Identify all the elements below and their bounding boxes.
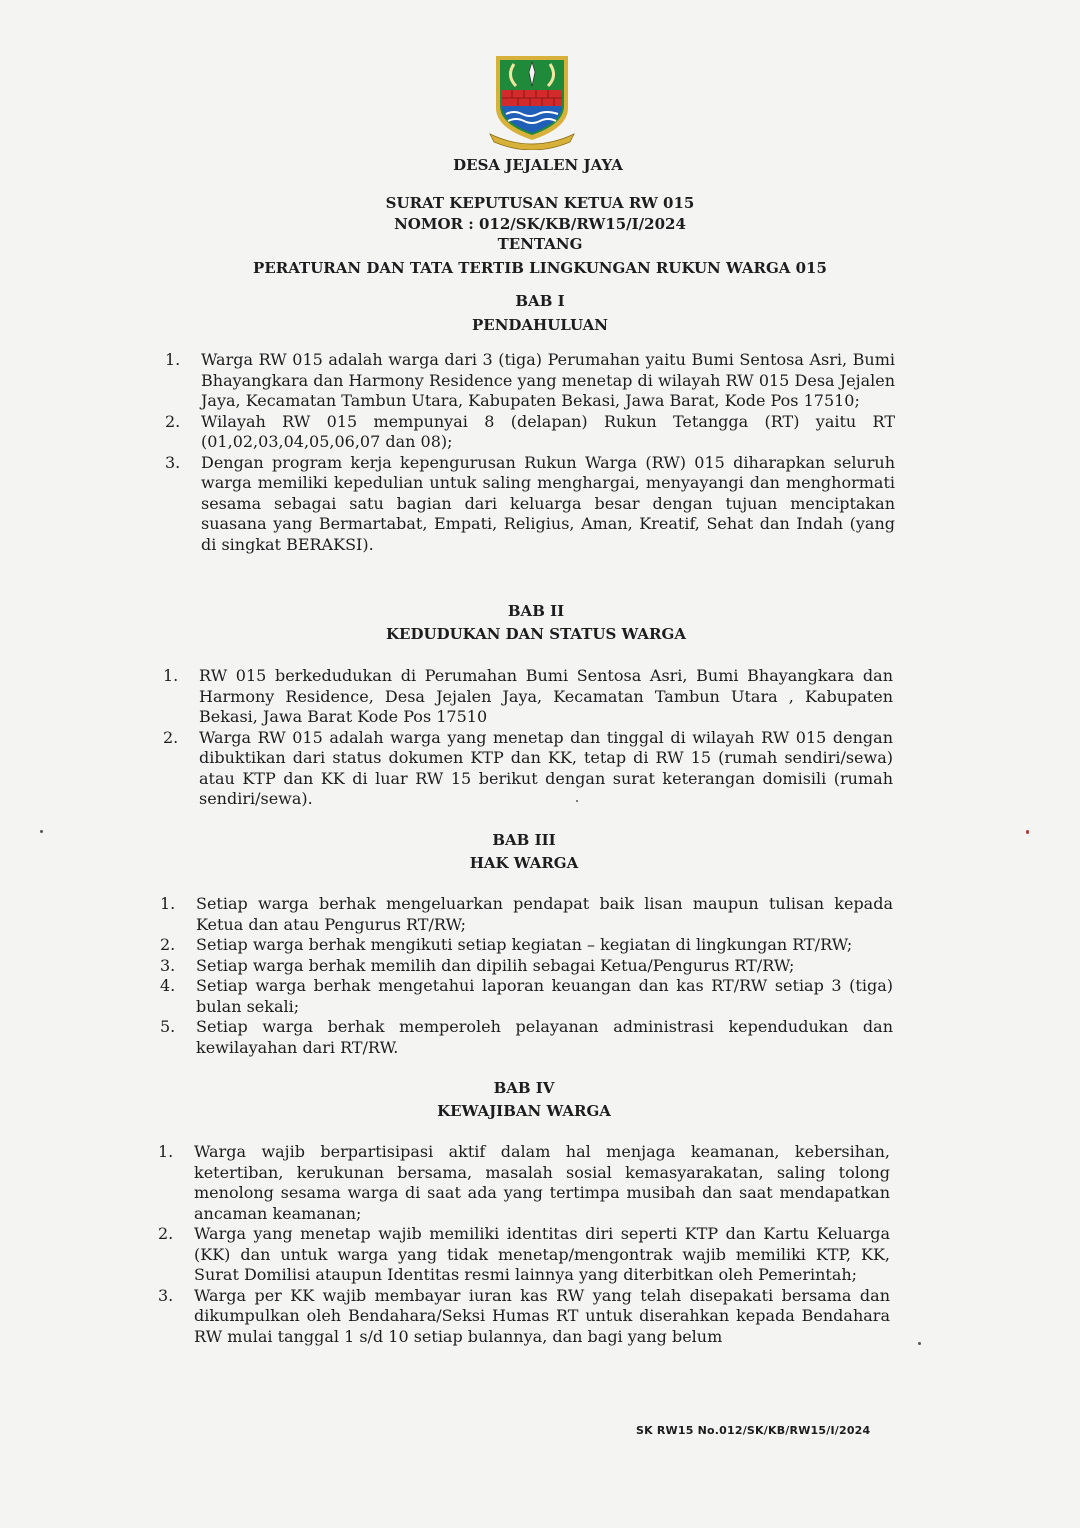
list-item xyxy=(165,452,895,556)
chapter-heading-2 xyxy=(0,601,1076,645)
chapter-title: PENDAHULUAN xyxy=(471,316,609,334)
list-item xyxy=(163,727,893,810)
list-item xyxy=(160,955,893,977)
chapter-title: KEWAJIBAN WARGA xyxy=(437,1102,611,1120)
chapter-heading-3 xyxy=(0,830,1064,874)
item-number: 1. xyxy=(165,350,181,369)
list-item xyxy=(158,1224,890,1286)
scan-speck xyxy=(1026,830,1029,834)
chapter-3-list xyxy=(160,894,893,1058)
chapter-label: BAB I xyxy=(515,292,565,310)
chapter-title: KEDUDUKAN DAN STATUS WARGA xyxy=(386,625,686,643)
item-text: Warga yang menetap wajib memiliki identitas diri seperti KTP dan Kartu Keluarga (KK) dan untuk warga yang tidak menetap/mengontrak wajib memiliki KTP, KK, Surat Domilisi ataupun Identitas resmi lainnya yang diterbitkan oleh Pemerintah; xyxy=(194,1224,890,1284)
item-number: 1. xyxy=(158,1142,174,1161)
item-text: RW 015 berkedudukan di Perumahan Bumi Sentosa Asri, Bumi Bhayangkara dan Harmony Residence, Desa Jejalen Jaya, Kecamatan Tambun Utara , Kabupaten Bekasi, Jawa Barat Kode Pos 17510 xyxy=(199,666,893,726)
chapter-2-list xyxy=(163,666,893,810)
item-text: Warga wajib berpartisipasi aktif dalam hal menjaga keamanan, kebersihan, ketertiban, kerukunan bersama, masalah sosial kemasyarakatan, saling tolong menolong sesama warga di saat ada yang tertimpa musibah dan saat mendapatkan ancaman keamanan; xyxy=(194,1142,890,1223)
decree-number: NOMOR : 012/SK/KB/RW15/I/2024 xyxy=(394,215,686,233)
village-name: DESA JEJALEN JAYA xyxy=(453,156,623,174)
item-number: 3. xyxy=(158,1285,174,1305)
item-text: Setiap warga berhak mengikuti setiap kegiatan – kegiatan di lingkungan RT/RW; xyxy=(196,935,853,954)
scan-speck xyxy=(918,1342,921,1345)
list-item xyxy=(160,976,893,1017)
item-text: Setiap warga berhak mengetahui laporan keuangan dan kas RT/RW setiap 3 (tiga) bulan sekali; xyxy=(196,976,893,1016)
item-number: 2. xyxy=(158,1224,174,1243)
item-text: Warga RW 015 adalah warga dari 3 (tiga) Perumahan yaitu Bumi Sentosa Asri, Bumi Bhayangkara dan Harmony Residence yang menetap di wilayah RW 015 Desa Jejalen Jaya, Kecamatan Tambun Utara, Kabupaten Bekasi, Jawa Barat, Kode Pos 17510; xyxy=(201,350,895,410)
scan-speck xyxy=(576,800,578,802)
list-item xyxy=(160,894,893,935)
chapter-title: HAK WARGA xyxy=(469,854,579,872)
item-text: Setiap warga berhak mengeluarkan pendapat baik lisan maupun tulisan kepada Ketua dan atau Pengurus RT/RW; xyxy=(196,894,893,934)
item-number: 2. xyxy=(163,727,179,747)
chapter-4-list xyxy=(158,1142,890,1347)
chapter-1-list xyxy=(165,350,895,555)
item-text: Warga RW 015 adalah warga yang menetap dan tinggal di wilayah RW 015 dengan dibuktikan dari status dokumen KTP dan KK, tetap di RW 15 (rumah sendiri/sewa) atau KTP dan KK di luar RW 15 berikut dengan surat keterangan domisili (rumah sendiri/sewa). xyxy=(199,727,893,808)
chapter-heading-1 xyxy=(0,291,1080,336)
item-text: Setiap warga berhak memperoleh pelayanan administrasi kependudukan dan kewilayahan dari RT/RW. xyxy=(196,1017,893,1057)
scan-speck xyxy=(40,830,43,833)
item-number: 1. xyxy=(160,894,176,913)
chapter-label: BAB IV xyxy=(493,1079,555,1097)
list-item xyxy=(158,1285,890,1348)
chapter-label: BAB II xyxy=(507,602,565,620)
list-item xyxy=(160,935,893,956)
list-item xyxy=(163,666,893,728)
list-item xyxy=(158,1142,890,1224)
item-number: 3. xyxy=(165,452,181,472)
item-number: 2. xyxy=(160,935,176,954)
list-item xyxy=(165,411,895,453)
item-text: Setiap warga berhak memilih dan dipilih sebagai Ketua/Pengurus RT/RW; xyxy=(196,955,795,975)
footer-reference: SK RW15 No.012/SK/KB/RW15/I/2024 xyxy=(636,1424,871,1437)
list-item xyxy=(165,350,895,412)
item-number: 3. xyxy=(160,955,176,975)
decree-about: TENTANG xyxy=(497,235,583,253)
item-text: Dengan program kerja kepengurusan Rukun Warga (RW) 015 diharapkan seluruh warga memiliki kepedulian untuk saling menghargai, menyayangi dan menghormati sesama sebagai satu bagian dari keluarga besar dengan tujuan menciptakan suasana yang Bermartabat, Empati, Religius, Aman, Kreatif, Sehat dan Indah (yang di singkat BERAKSI). xyxy=(201,452,895,554)
chapter-label: BAB III xyxy=(492,831,556,849)
item-text: Wilayah RW 015 mempunyai 8 (delapan) Rukun Tetangga (RT) yaitu RT (01,02,03,04,05,06,07 dan 08); xyxy=(201,411,895,451)
decree-title: SURAT KEPUTUSAN KETUA RW 015 xyxy=(385,194,695,212)
item-number: 2. xyxy=(165,411,181,431)
list-item xyxy=(160,1017,893,1058)
decree-heading xyxy=(0,193,1080,279)
item-number: 5. xyxy=(160,1017,176,1036)
decree-subject: PERATURAN DAN TATA TERTIB LINGKUNGAN RUKUN WARGA 015 xyxy=(253,259,827,277)
chapter-heading-4 xyxy=(0,1078,1064,1122)
item-text: Warga per KK wajib membayar iuran kas RW yang telah disepakati bersama dan dikumpulkan oleh Bendahara/Seksi Humas RT untuk diserahkan kepada Bendahara RW mulai tanggal 1 s/d 10 setiap bulannya, dan bagi yang belum xyxy=(194,1285,890,1346)
item-number: 1. xyxy=(163,666,179,685)
regency-emblem-logo xyxy=(486,50,578,150)
item-number: 4. xyxy=(160,976,176,995)
